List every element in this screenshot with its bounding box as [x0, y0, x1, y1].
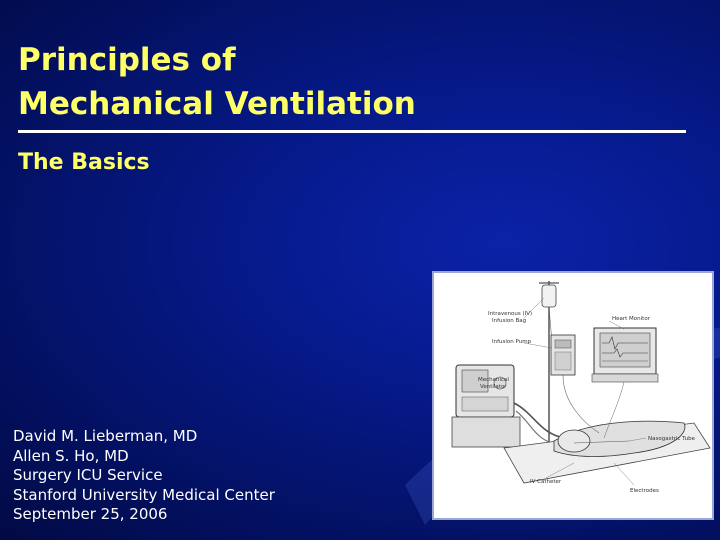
- title-line-2: Mechanical Ventilation: [18, 86, 416, 122]
- label-iv-catheter: IV Catheter: [530, 479, 562, 485]
- label-infusion-pump: Infusion Pump: [492, 339, 532, 345]
- label-iv-bag-2: Infusion Bag: [492, 318, 527, 324]
- label-heart-monitor: Heart Monitor: [612, 316, 650, 322]
- author-line-2: Allen S. Ho, MD: [13, 446, 129, 465]
- slide-subtitle: The Basics: [18, 150, 150, 175]
- label-electrodes: Electrodes: [630, 488, 659, 494]
- iv-bag-icon: [542, 285, 556, 307]
- label-iv-bag-1: Intravenous (IV): [488, 311, 533, 317]
- author-line-4: Stanford University Medical Center: [13, 485, 275, 504]
- label-ventilator-1: Mechanical: [478, 377, 509, 383]
- author-block: [13, 427, 275, 525]
- icu-illustration: [432, 271, 714, 520]
- slide-title: [18, 38, 416, 126]
- author-line-1: David M. Lieberman, MD: [13, 427, 198, 445]
- label-ventilator-2: Ventilator: [480, 384, 507, 390]
- icu-drawing: [434, 273, 712, 518]
- title-divider: [18, 130, 686, 133]
- author-line-3: Surgery ICU Service: [13, 466, 163, 484]
- title-line-1: Principles of: [18, 42, 236, 78]
- author-line-5: September 25, 2006: [13, 505, 168, 523]
- label-nasogastric-tube: Nasogastric Tube: [648, 436, 696, 442]
